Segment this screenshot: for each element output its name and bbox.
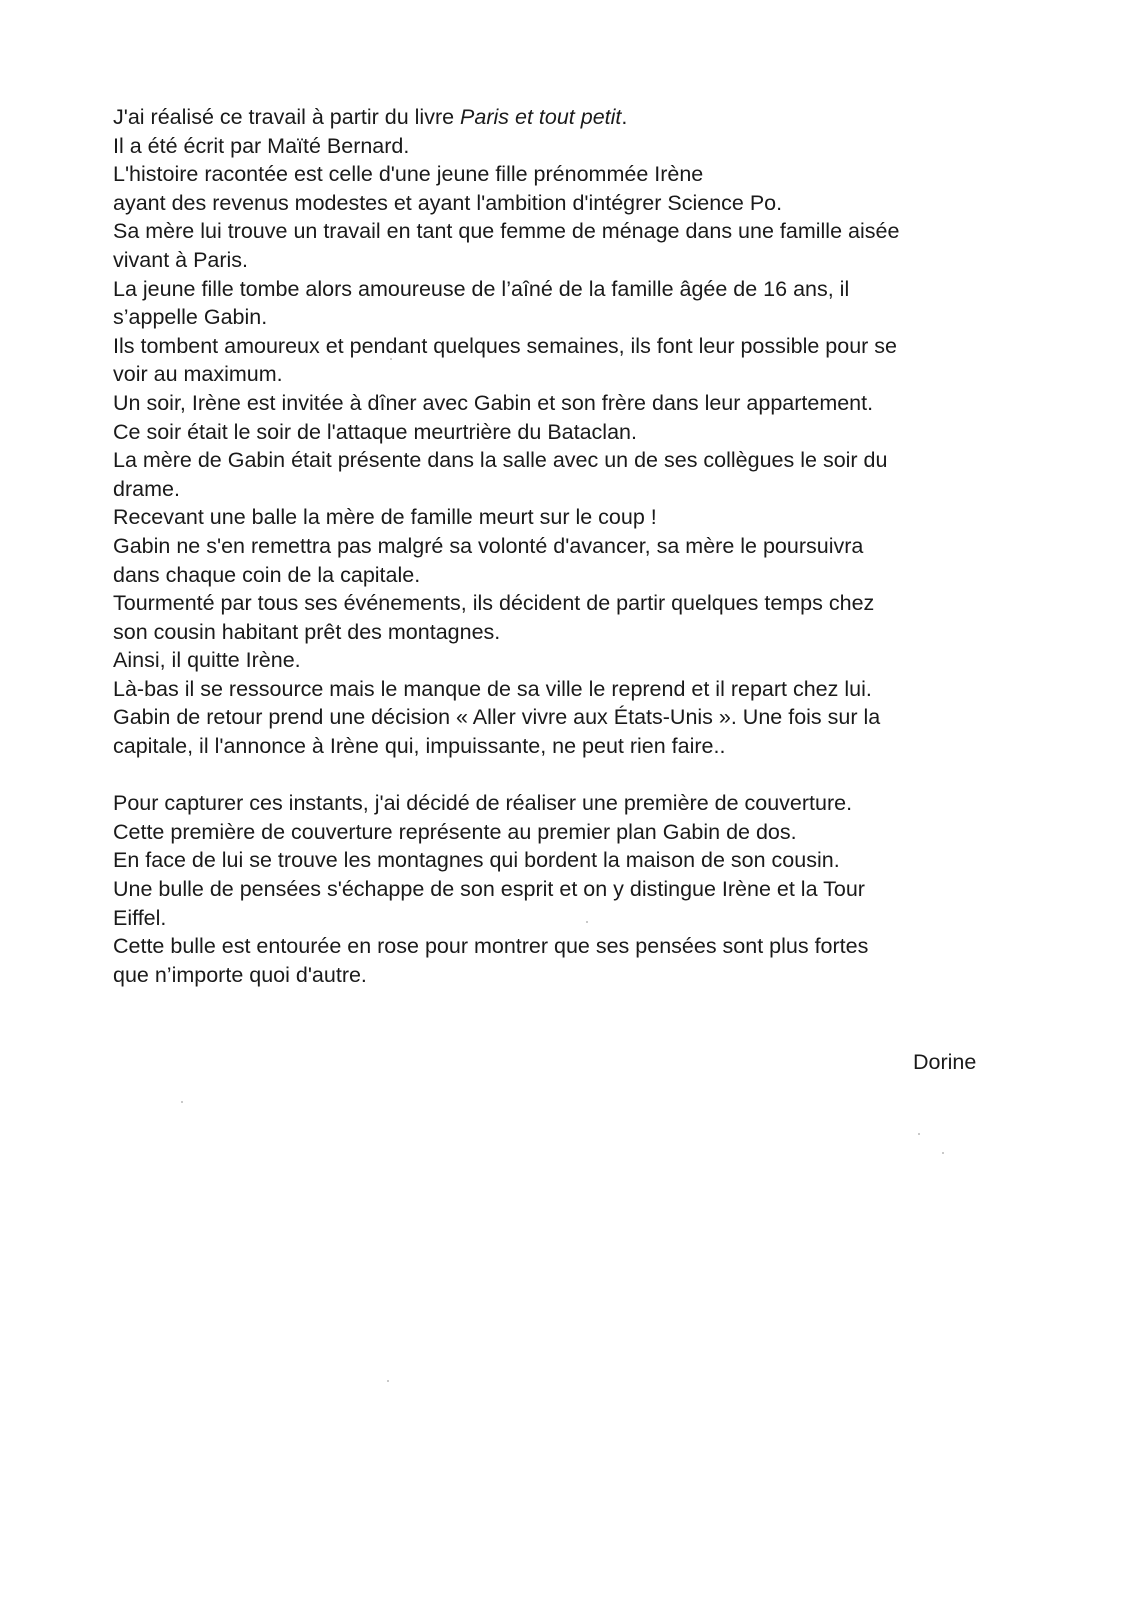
summary-line: dans chaque coin de la capitale. [113,562,421,587]
summary-line: L'histoire racontée est celle d'une jeune fille prénommée Irène [113,162,704,187]
summary-line: Ils tombent amoureux et pendant quelques semaines, ils font leur possible pour se [113,333,898,358]
summary-line: Un soir, Irène est invitée à dîner avec Gabin et son frère dans leur appartement. [113,390,874,415]
cover-line: Cette première de couverture représente au premier plan Gabin de dos. [113,819,797,844]
summary-line: La jeune fille tombe alors amoureuse de l’aîné de la famille âgée de 16 ans, il [113,276,850,301]
cover-line: que n’importe quoi d'autre. [113,962,367,987]
paragraph-spacer [113,761,1013,790]
summary-line: Sa mère lui trouve un travail en tant que femme de ménage dans une famille aisée [113,219,900,244]
summary-line: Tourmenté par tous ses événements, ils décident de partir quelques temps chez [113,591,875,616]
cover-line: En face de lui se trouve les montagnes qui bordent la maison de son cousin. [113,848,840,873]
scan-speck [181,1101,183,1103]
summary-line: Ce soir était le soir de l'attaque meurtrière du Bataclan. [113,419,637,444]
cover-line: Pour capturer ces instants, j'ai décidé de réaliser une première de couverture. [113,791,853,816]
summary-line: son cousin habitant prêt des montagnes. [113,619,501,644]
summary-line: Il a été écrit par Maïté Bernard. [113,133,410,158]
summary-line: drame. [113,476,180,501]
summary-line: Là-bas il se ressource mais le manque de sa ville le reprend et il repart chez lui. [113,676,872,701]
cover-line: Eiffel. [113,905,167,930]
summary-line: s’appelle Gabin. [113,305,268,330]
summary-line: Ainsi, il quitte Irène. [113,648,301,673]
document-body [113,103,1013,989]
scan-speck [387,1380,389,1382]
summary-line: capitale, il l'annonce à Irène qui, impuissante, ne peut rien faire.. [113,734,726,759]
cover-line: Cette bulle est entourée en rose pour montrer que ses pensées sont plus fortes [113,934,869,959]
summary-line: Gabin de retour prend une décision « Aller vivre aux États-Unis ». Une fois sur la [113,705,881,730]
summary-line: voir au maximum. [113,362,283,387]
summary-line: vivant à Paris. [113,247,249,272]
summary-line: Gabin ne s'en remettra pas malgré sa volonté d'avancer, sa mère le poursuivra [113,533,864,558]
scan-speck [942,1152,944,1154]
scan-speck [586,921,588,923]
book-title: Paris et tout petit [460,105,622,129]
summary-line: J'ai réalisé ce travail à partir du livre Paris et tout petit. [113,105,628,129]
signature: Dorine [913,1050,977,1074]
summary-line: ayant des revenus modestes et ayant l'ambition d'intégrer Science Po. [113,190,783,215]
summary-line: Recevant une balle la mère de famille meurt sur le coup ! [113,505,657,530]
cover-line: Une bulle de pensées s'échappe de son esprit et on y distingue Irène et la Tour [113,877,865,902]
scan-speck [390,358,392,360]
scan-speck [918,1133,920,1135]
summary-line: La mère de Gabin était présente dans la salle avec un de ses collègues le soir du [113,448,888,473]
